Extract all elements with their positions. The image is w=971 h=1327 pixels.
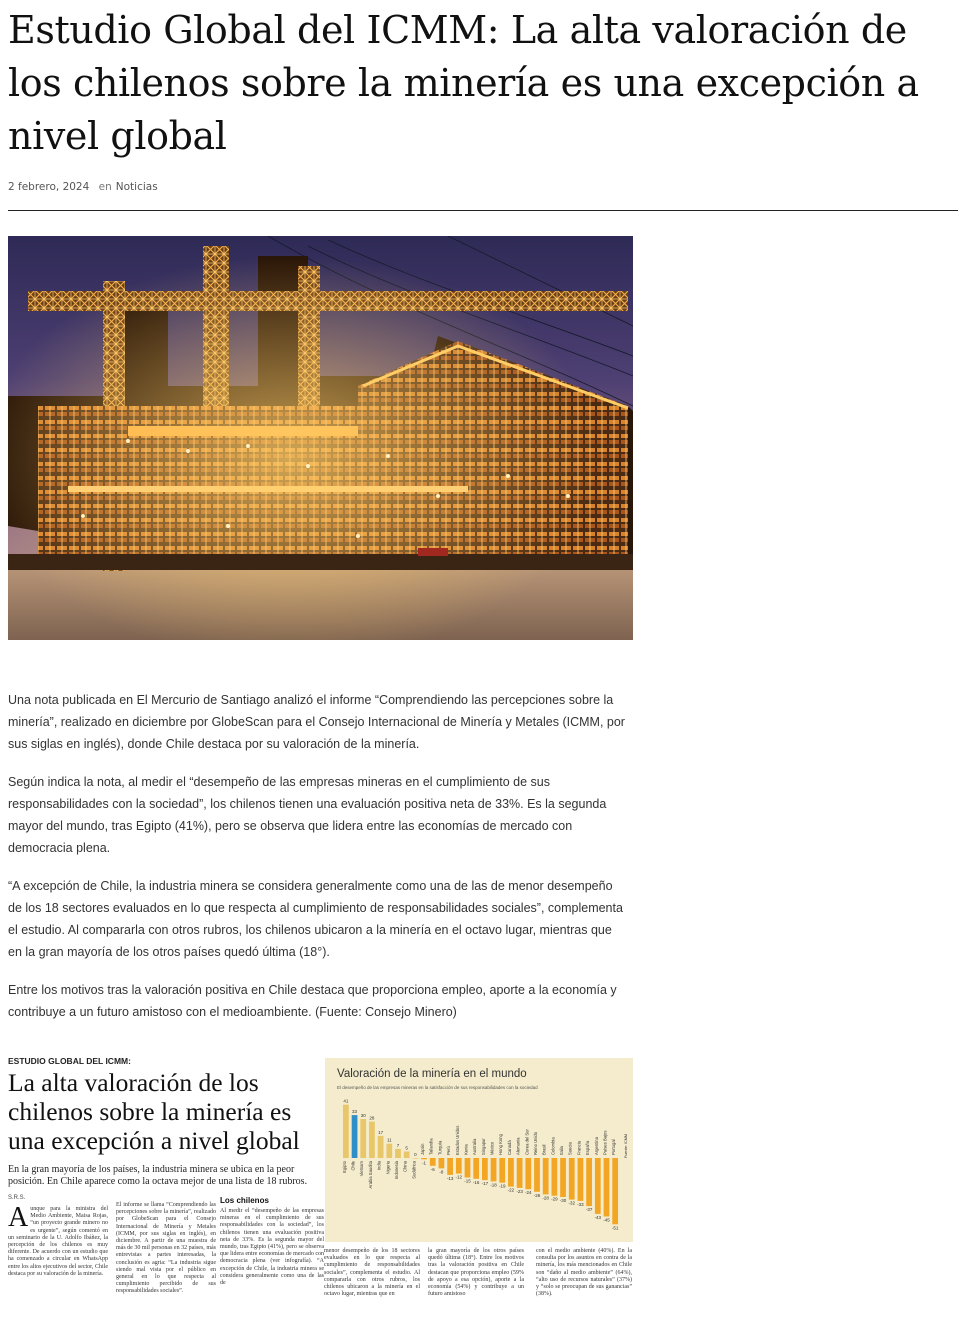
chart-value-label: -1: [422, 1160, 427, 1166]
chart-value-label: -8: [439, 1169, 444, 1175]
chart-category-label: Suecia: [567, 1142, 573, 1155]
chart-value-label: -24: [525, 1190, 532, 1196]
chart-category-label: Colombia: [550, 1137, 556, 1155]
chart-value-label: 0: [414, 1152, 417, 1157]
chart-category-label: India: [376, 1161, 382, 1171]
chart-category-label: Portugal: [611, 1139, 617, 1155]
article-paragraph: “A excepción de Chile, la industria minera se considera generalmente como una de las de menor desempeño de los 18 sectores evaluados en lo que respecta al cumplimiento de responsabilidades sociales”, complementa el estudio. Al compararla con otros rubros, los chilenos ubicaron a la minería en el octavo lugar, mientras que en la gran mayoría de los otros países quedó última (18°).: [8, 879, 623, 959]
chart-category-label: Chile: [350, 1161, 356, 1171]
chart-value-label: -45: [603, 1217, 610, 1223]
chart-bar: [439, 1158, 445, 1168]
chart-bar: [421, 1158, 427, 1159]
article-paragraph: Entre los motivos tras la valoración positiva en Chile destaca que proporciona empleo, aporte a la economía y contribuye a un futuro amistoso con el medioambiente. (Fuente: Consejo Minero): [8, 983, 617, 1019]
chart-value-label: -32: [568, 1200, 575, 1206]
chart-category-label: Países Bajos: [602, 1130, 608, 1155]
chart-value-label: -22: [507, 1187, 515, 1193]
chart-category-label: Kenia: [463, 1144, 469, 1155]
chart-value-label: -18: [490, 1182, 497, 1188]
chart-category-label: Estados Unidos: [454, 1125, 460, 1155]
chart-value-label: -51: [611, 1225, 619, 1231]
chart-bar: [447, 1158, 453, 1175]
category-prefix: en: [98, 181, 112, 193]
chart-category-label: Arabia Saudita: [367, 1161, 373, 1189]
chart-category-label: Turquía: [437, 1140, 443, 1155]
chart-category-label: México: [489, 1141, 495, 1155]
chart-category-label: Tailandia: [428, 1138, 434, 1155]
chart-title: Valoración de la minería en el mundo: [337, 1068, 527, 1080]
chart-category-label: Vietnam: [359, 1161, 365, 1177]
chart-bar: [595, 1158, 601, 1214]
chart-value-label: -23: [516, 1188, 523, 1194]
chart-bar: [534, 1158, 540, 1192]
chart-value-label: -16: [472, 1179, 480, 1185]
chart-bar: [395, 1149, 401, 1158]
chart-category-label: Hong Kong: [498, 1134, 504, 1155]
chart-category-label: Sudáfrica: [411, 1161, 417, 1179]
chart-bar: [517, 1158, 523, 1188]
hero-image: [8, 236, 633, 640]
chart-category-label: Nigeria: [385, 1161, 391, 1175]
chart-bar: [456, 1158, 462, 1174]
chart-value-label: -29: [551, 1196, 558, 1202]
chart-category-label: Perú: [446, 1146, 452, 1155]
chart-subtitle: El desempeño de las empresas mineras en la satisfacción de sus responsabilidades con la sociedad: [337, 1085, 538, 1090]
chart-bar: [386, 1144, 392, 1158]
chart-value-label: 30: [360, 1113, 366, 1118]
chart-category-label: España: [585, 1140, 591, 1155]
chart-bar: [525, 1158, 531, 1189]
chart-bar: [578, 1158, 584, 1201]
clipping-column-3: [220, 1196, 324, 1287]
chart-category-label: Japón: [420, 1143, 426, 1155]
chart-bar: [482, 1158, 488, 1180]
chart-value-label: 7: [396, 1142, 400, 1148]
chart-value-label: 5: [405, 1145, 408, 1151]
chart-value-label: -43: [594, 1214, 602, 1220]
chart-value-label: 17: [378, 1129, 384, 1135]
chart-bar: [543, 1158, 549, 1194]
chart-value-label: -26: [533, 1192, 541, 1198]
chart-bar: [552, 1158, 558, 1196]
chart-bar: [473, 1158, 479, 1179]
chart-value-label: -30: [559, 1198, 567, 1203]
chart-value-label: -37: [585, 1207, 593, 1213]
chart-bar: [569, 1158, 575, 1200]
chart-bar: [343, 1105, 349, 1158]
clipping-column-1: [8, 1202, 108, 1278]
chart-category-label: Indonesia: [393, 1161, 399, 1180]
clipping-dropcap: A: [8, 1202, 29, 1233]
chart-category-label: Singapur: [480, 1138, 486, 1155]
chart-category-label: Argentina: [593, 1137, 599, 1155]
article-paragraph: Según indica la nota, al medir el “desempeño de las empresas mineras en el cumplimiento de sus responsabilidades con la sociedad”, los chilenos tienen una evaluación positiva neta de 33%. Es la segunda mayor del mundo, tras Egipto (41%), pero se observa que lidera entre las economías de mercado con democracia plena.: [8, 775, 607, 855]
bar-chart: [325, 1058, 633, 1242]
chart-bar: [604, 1158, 610, 1217]
category-link[interactable]: Noticias: [115, 181, 158, 193]
post-meta: [8, 181, 158, 193]
post-date: 2 febrero, 2024: [8, 181, 90, 193]
chart-bar: [508, 1158, 514, 1187]
clipping-dek: En la gran mayoría de los países, la industria minera se ubica en la peor posición. En Chile aparece como la octava mejor de una lista de 18 rubros.: [8, 1164, 308, 1187]
chart-bar: [612, 1158, 618, 1224]
chart-category-label: Australia: [472, 1138, 478, 1155]
chart-value-label: 28: [369, 1115, 375, 1121]
chart-value-label: -19: [498, 1183, 506, 1189]
chart-bar: [465, 1158, 471, 1178]
chart-category-label: Egipto: [341, 1161, 347, 1173]
chart-panel: [325, 1058, 633, 1242]
chart-value-label: -12: [455, 1174, 463, 1180]
chart-value-label: -15: [464, 1178, 471, 1184]
chart-value-label: -33: [577, 1201, 584, 1207]
chart-bar: [499, 1158, 505, 1183]
chart-bar: [430, 1158, 436, 1166]
chart-value-label: 41: [343, 1098, 349, 1104]
clipping-column-5: la gran mayoría de los otros países quedó última (18°). Entre los motivos tras la valoración positiva en Chile destacan que proporciona empleo (59% de apoyo a esa opción), aporte a la economía (54%) y contribuye a un futuro amistoso: [428, 1248, 524, 1298]
article-paragraph: Una nota publicada en El Mercurio de Santiago analizó el informe “Comprendiendo las percepciones sobre la minería”, realizado en diciembre por GlobeScan para el Consejo Internacional de Minería y Metales (ICMM, por sus siglas en inglés), donde Chile destaca por su valoración de la minería.: [8, 693, 625, 751]
chart-bar: [560, 1158, 566, 1197]
chart-category-label: Canadá: [506, 1140, 512, 1155]
chart-bar: [586, 1158, 592, 1206]
chart-bar: [378, 1136, 384, 1158]
chart-category-label: China: [402, 1161, 408, 1172]
chart-source: Fuente: ICMM: [624, 1133, 628, 1158]
chart-category-label: Reino Unido: [532, 1131, 538, 1155]
chart-bar: [413, 1158, 419, 1159]
chart-bar: [404, 1152, 410, 1159]
clipping-column-text: Al medir el “desempeño de las empresas mineras en el cumplimiento de sus responsabilidades con la sociedad”, los chilenos tienen una evaluación positiva neta de 33%. Es la segunda mayor del mundo, tras Egipto (41%), pero se observa que lidera entre economías de mercado con democracia plena (ver infografía). “A excepción de Chile, la industria minera se considera generalmente como una de las de: [220, 1208, 324, 1287]
chart-category-label: Italia: [559, 1146, 565, 1155]
chart-value-label: -6: [430, 1166, 435, 1172]
chart-bar: [360, 1119, 366, 1158]
chart-value-label: -17: [481, 1181, 489, 1187]
post-title: Estudio Global del ICMM: La alta valoración de los chilenos sobre la minería es una excepción a nivel global: [8, 8, 919, 158]
article-body: [8, 689, 628, 1039]
clipping-kicker: ESTUDIO GLOBAL DEL ICMM:: [8, 1056, 131, 1066]
clipping-column-2: El informe se llama “Comprendiendo las percepciones sobre la minería”, realizado por GlobeScan para el Consejo Internacional de Minería y Metales (ICMM, por sus siglas en inglés), en diciembre. A partir de una muestra de más de 30 mil personas en 32 países, más entrevistas a partes interesadas, la conclusión es agria: “La industria sigue siendo mal vista por el público en general en lo que respecta al cumplimiento percibido de sus responsabilidades sociales”.: [116, 1202, 216, 1295]
clipping-column-4: menor desempeño de los 18 sectores evaluados en lo que respecta al cumplimiento de responsabilidades sociales”, complementa el estudio. Al compararla con otros rubros, los chilenos ubicaron a la minería en el octavo lugar, mientras que en: [324, 1248, 420, 1298]
clipping-subhead: Los chilenos: [220, 1196, 269, 1205]
clipping-byline: S.R.S.: [8, 1195, 26, 1201]
chart-bar: [369, 1122, 375, 1158]
chart-category-label: Brasil: [541, 1144, 547, 1155]
header-divider: [8, 210, 958, 211]
chart-value-label: 33: [352, 1109, 358, 1115]
clipping-column-text: unque para la ministra del Medio Ambiente, Maisa Rojas, “un proyecto grande minero no es urgente”, según comentó en un seminario de la U. Adolfo Ibáñez, la percepción de los chilenos es muy diferente. De acuerdo con un estudio que ha comenzado a circular en WhatsApp entre los altos ejecutivos del sector, Chile destaca por su valoración de la minería.: [8, 1206, 108, 1277]
newspaper-clipping: [8, 1052, 633, 1320]
chart-category-label: Francia: [576, 1141, 582, 1155]
chart-value-label: -28: [542, 1195, 549, 1201]
chart-bar: [491, 1158, 497, 1181]
chart-bar: [352, 1115, 358, 1158]
chart-value-label: 11: [386, 1137, 392, 1143]
chart-category-label: Alemania: [515, 1137, 521, 1155]
chart-value-label: -13: [446, 1175, 454, 1181]
clipping-column-6: con el medio ambiente (40%). En la consulta por los asuntos en contra de la minería, los más mencionados en Chile son “daño al medio ambiente” (64%), “alto uso de recursos naturales” (37%) y “solo se preocupan de sus ganancias” (38%).: [536, 1248, 632, 1298]
chart-category-label: Corea del Sur: [524, 1129, 530, 1155]
clipping-headline: La alta valoración de los chilenos sobre la minería es una excepción a nivel global: [8, 1068, 300, 1155]
